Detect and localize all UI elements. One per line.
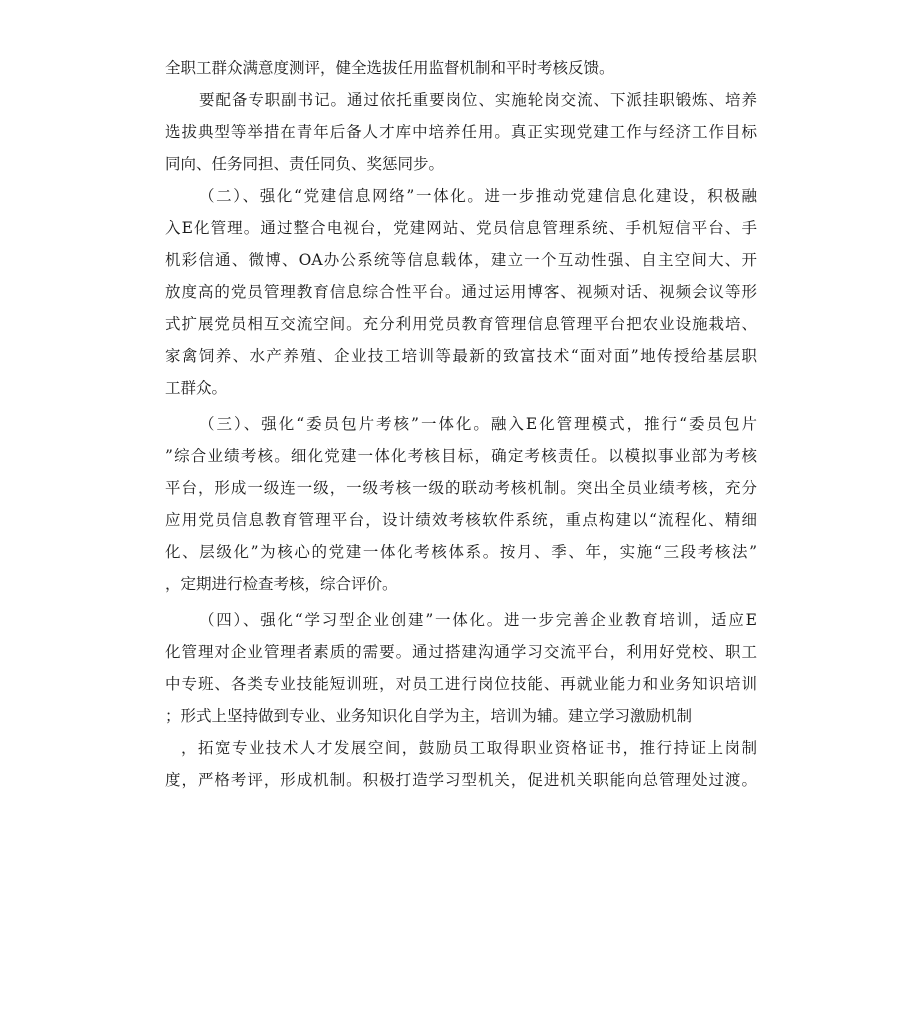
text-line: 入E化管理。通过整合电视台，党建网站、党员信息管理系统、手机短信平台、手 bbox=[165, 219, 757, 237]
text-line: 选拔典型等举措在青年后备人才库中培养任用。真正实现党建工作与经济工作目标 bbox=[165, 123, 757, 141]
text-line: ，拓宽专业技术人才发展空间，鼓励员工取得职业资格证书，推行持证上岗制 bbox=[181, 739, 757, 757]
text-line: ”综合业绩考核。细化党建一体化考核目标，确定考核责任。以模拟事业部为考核 bbox=[165, 447, 757, 465]
text-line: 家禽饲养、水产养殖、企业技工培训等最新的致富技术“面对面”地传授给基层职 bbox=[165, 347, 757, 365]
text-line: 机彩信通、微博、OA办公系统等信息载体，建立一个互动性强、自主空间大、开 bbox=[165, 251, 757, 269]
text-line: 要配备专职副书记。通过依托重要岗位、实施轮岗交流、下派挂职锻炼、培养 bbox=[199, 91, 757, 109]
text-line: ，定期进行检查考核，综合评价。 bbox=[165, 575, 398, 593]
text-line: ；形式上坚持做到专业、业务知识化自学为主，培训为辅。建立学习激励机制 bbox=[165, 707, 693, 725]
text-line: （二）、强化“党建信息网络”一体化。进一步推动党建信息化建设，积极融 bbox=[199, 187, 757, 205]
text-line: 工群众。 bbox=[165, 379, 228, 397]
text-line: （三）、强化“委员包片考核”一体化。融入E化管理模式，推行“委员包片 bbox=[199, 415, 757, 433]
text-line: 同向、任务同担、责任同负、奖惩同步。 bbox=[165, 155, 445, 173]
text-line: 全职工群众满意度测评，健全选拔任用监督机制和平时考核反馈。 bbox=[165, 59, 615, 77]
text-line: 应用党员信息教育管理平台，设计绩效考核软件系统，重点构建以“流程化、精细 bbox=[165, 511, 757, 529]
text-line: （四）、强化“学习型企业创建”一体化。进一步完善企业教育培训，适应E bbox=[199, 611, 757, 629]
text-line: 化、层级化”为核心的党建一体化考核体系。按月、季、年，实施“三段考核法” bbox=[165, 543, 757, 561]
text-line: 中专班、各类专业技能短训班，对员工进行岗位技能、再就业能力和业务知识培训 bbox=[165, 675, 757, 693]
text-line: 化管理对企业管理者素质的需要。通过搭建沟通学习交流平台，利用好党校、职工 bbox=[165, 643, 757, 661]
text-line: 放度高的党员管理教育信息综合性平台。通过运用博客、视频对话、视频会议等形 bbox=[165, 283, 757, 301]
text-line: 度，严格考评，形成机制。积极打造学习型机关，促进机关职能向总管理处过渡。 bbox=[165, 771, 757, 789]
text-line: 式扩展党员相互交流空间。充分利用党员教育管理信息管理平台把农业设施栽培、 bbox=[165, 315, 757, 333]
text-line: 平台，形成一级连一级，一级考核一级的联动考核机制。突出全员业绩考核，充分 bbox=[165, 479, 757, 497]
